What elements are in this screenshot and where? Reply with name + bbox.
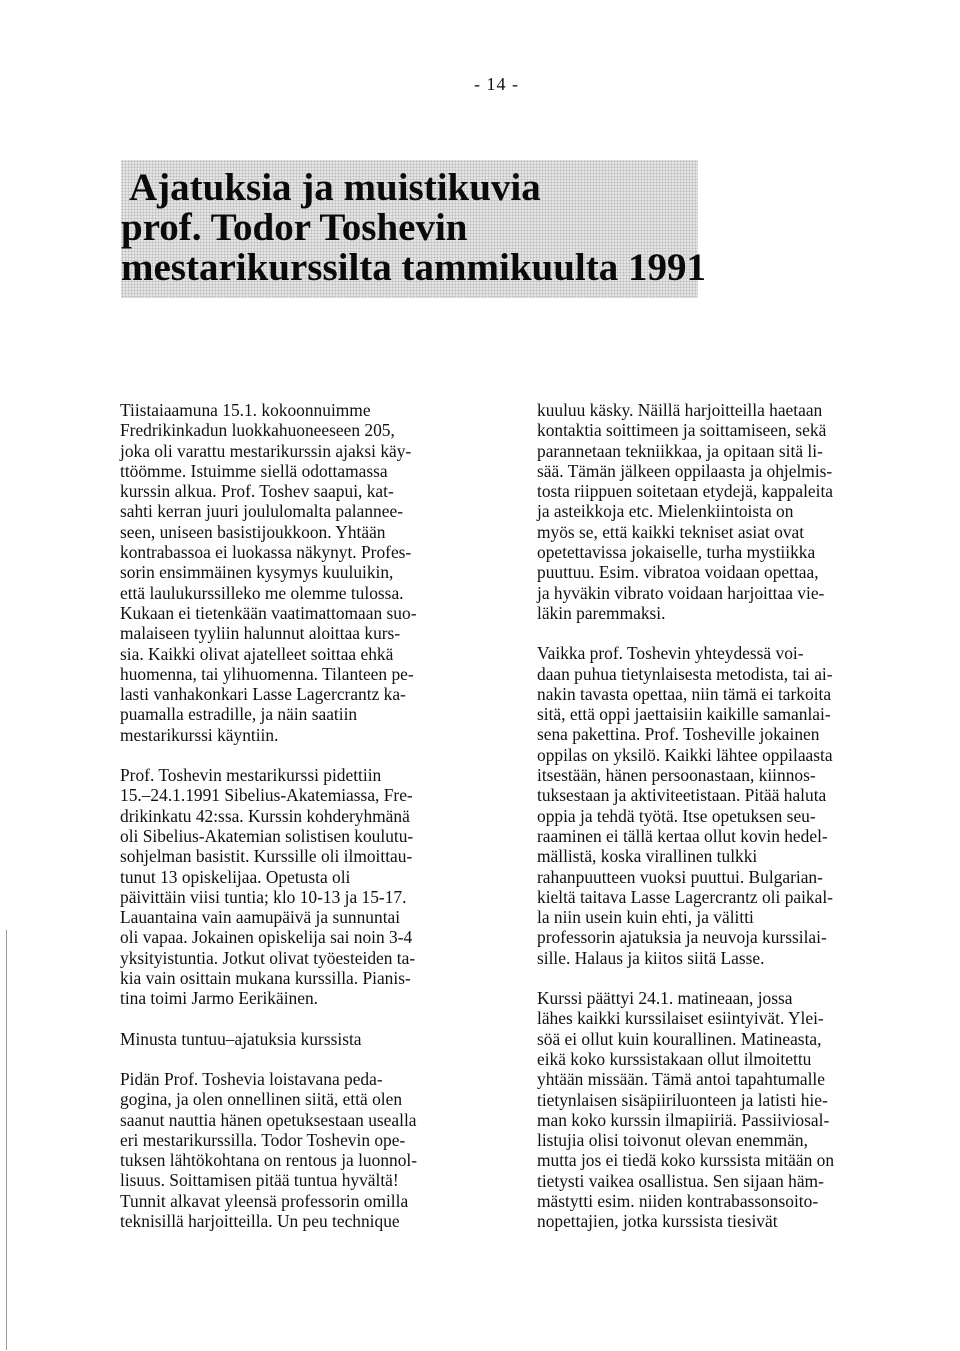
text-line: sille. Halaus ja kiitos siitä Lasse.: [537, 947, 765, 968]
text-line: teknisillä harjoitteilla. Un peu technique: [120, 1210, 400, 1231]
paragraph-gap: [120, 1009, 450, 1029]
text-line: Vaikka prof. Toshevin yhteydessä voi-: [537, 643, 804, 664]
text-line: kontaktia soittimeen ja soittamiseen, sekä: [537, 420, 827, 441]
text-line: sää. Tämän jälkeen oppilaasta ja ohjelmis-: [537, 460, 833, 481]
text-line: puuttuu. Esim. vibratoa voidaan opettaa,: [537, 562, 819, 583]
paragraph-gap: [537, 623, 877, 643]
text-line: Tunnit alkavat yleensä professorin omilla: [120, 1190, 409, 1211]
right-column: [537, 400, 877, 1232]
title-line: Ajatuksia ja muistikuvia: [129, 166, 541, 209]
text-line: tuksen lähtökohtana on rentous ja luonnol-: [120, 1150, 418, 1171]
text-line: malaiseen tyyliin halunnut aloittaa kurs-: [120, 623, 401, 644]
title-banner: [121, 160, 706, 298]
text-line: ttöömme. Istuimme siellä odottamassa: [120, 460, 388, 481]
text-line: raaminen ei tällä kertaa ollut kovin hedel-: [537, 825, 828, 846]
text-line: Pidän Prof. Toshevia loistavana peda-: [120, 1068, 383, 1089]
text-line: kurssin alkua. Prof. Toshev saapui, kat-: [120, 481, 394, 502]
text-line: sitä, että oppi jaettaisiin kaikille samanlai-: [537, 704, 831, 725]
text-line: tietynlaisen sisäpiiriluonteen ja latisti hie-: [537, 1089, 828, 1110]
text-line: lisuus. Soittamisen pitää tuntua hyvältä!: [120, 1170, 399, 1191]
text-line: parannetaan tekniikkaa, ja opitaan sitä li-: [537, 440, 823, 461]
text-line: listujia olisi toivonut olevan enemmän,: [537, 1130, 808, 1151]
paragraph: [537, 400, 877, 623]
text-line: kuuluu käsky. Näillä harjoitteilla haetaan: [537, 400, 823, 420]
text-line: sorin ensimmäinen kysymys kuuluikin,: [120, 562, 394, 583]
text-line: oli vapaa. Jokainen opiskelija sai noin 3-4: [120, 927, 413, 948]
text-line: tietysti vaikea osallistua. Sen sijaan häm-: [537, 1170, 824, 1191]
text-line: Prof. Toshevin mestarikurssi pidettiin: [120, 765, 382, 786]
text-line: ja hyväkin vibrato voidaan harjoittaa vie-: [537, 582, 825, 603]
paragraph-gap: [120, 745, 450, 765]
title-line: prof. Todor Toshevin: [121, 206, 468, 249]
text-line: eri mestarikurssilla. Todor Toshevin ope-: [120, 1129, 406, 1150]
text-line: itsestään, hänen persoonastaan, kiinnos-: [537, 765, 816, 786]
text-line: Tiistaiaamuna 15.1. kokoonnuimme: [120, 400, 371, 420]
text-line: Lauantaina vain aamupäivä ja sunnuntai: [120, 907, 401, 928]
text-line: opetettavissa jokaiselle, turha mystiikka: [537, 542, 816, 563]
text-line: tunut 13 opiskelijaa. Opetusta oli: [120, 866, 351, 887]
text-line: 15.–24.1.1991 Sibelius-Akatemiassa, Fre-: [120, 785, 413, 806]
text-line: Minusta tuntuu–ajatuksia kurssista: [120, 1028, 362, 1049]
text-line: mestarikurssi käyntiin.: [120, 724, 279, 745]
paragraph: [120, 765, 450, 1009]
text-line: gogina, ja olen onnellinen siitä, että olen: [120, 1089, 403, 1110]
paragraph: [120, 1069, 450, 1231]
text-line: sia. Kaikki olivat ajatelleet soittaa ehkä: [120, 643, 394, 664]
left-column: [120, 400, 450, 1231]
text-line: sena pakettina. Prof. Tosheville jokainen: [537, 724, 820, 745]
text-line: söä ei ollut kuin kourallinen. Matineasta,: [537, 1028, 822, 1049]
text-line: myös se, että kaikki tekniset asiat ovat: [537, 521, 805, 542]
text-line: kontrabassoa ei luokassa näkynyt. Profes-: [120, 542, 412, 563]
paragraph-gap: [537, 968, 877, 988]
text-line: kieltä taitava Lasse Lagercrantz oli paikal-: [537, 886, 833, 907]
text-line: daan puhua tietynlaisesta metodista, tai ai-: [537, 663, 833, 684]
text-line: päivittäin viisi tuntia; klo 10-13 ja 15-17.: [120, 886, 407, 907]
text-line: eikä koko kurssistakaan ollut ilmoitettu: [537, 1048, 812, 1069]
text-line: sohjelman basistit. Kurssille oli ilmoittau-: [120, 846, 413, 867]
text-line: joka oli varattu mestarikurssin ajaksi käy-: [120, 440, 412, 461]
text-line: kia vain osittain mukana kurssilla. Pianis-: [120, 968, 411, 989]
text-line: nakin tavasta opettaa, niin tämä ei tarkoita: [537, 683, 832, 704]
text-line: Kurssi päättyi 24.1. matineaan, jossa: [537, 988, 793, 1009]
text-line: la niin usein kuin ehti, ja välitti: [537, 907, 754, 928]
paragraph: [120, 400, 450, 745]
paragraph: [537, 988, 877, 1232]
text-line: mästytti esim. niiden kontrabassonsoito-: [537, 1190, 819, 1211]
text-line: puamalla estradille, ja näin saatiin: [120, 704, 358, 725]
text-line: läkin paremmaksi.: [537, 602, 666, 623]
paragraph: [120, 1029, 450, 1049]
text-line: huomenna, tai ylihuomenna. Tilanteen pe-: [120, 663, 414, 684]
text-line: professorin ajatuksia ja neuvoja kurssilai-: [537, 927, 827, 948]
paragraph-gap: [120, 1049, 450, 1069]
text-line: nopettajien, jotka kurssista tiesivät: [537, 1211, 778, 1232]
text-line: lähes kaikki kurssilaiset esiintyivät. Ylei-: [537, 1008, 824, 1029]
text-line: Fredrikinkadun luokkahuoneeseen 205,: [120, 420, 395, 441]
text-line: rahanpuutteen vuoksi puuttui. Bulgarian-: [537, 866, 823, 887]
text-line: man koko kurssin ilmapiiriä. Passiiviosal-: [537, 1109, 830, 1130]
text-line: oli Sibelius-Akatemian solistisen koulutu-: [120, 825, 414, 846]
text-line: saanut nauttia hänen opetuksestaan usealla: [120, 1109, 417, 1130]
text-line: mällistä, koska virallinen tulkki: [537, 846, 758, 867]
text-line: yksityistuntia. Jotkut olivat työesteiden ta-: [120, 947, 416, 968]
article-title: [121, 168, 706, 288]
text-line: mutta jos ei tiedä koko kurssista mitään on: [537, 1150, 835, 1171]
page-number: - 14 -: [474, 74, 519, 94]
text-line: tuksestaan ja aktiviteetistaan. Pitää haluta: [537, 785, 827, 806]
title-line: mestarikurssilta tammikuulta 1991: [121, 246, 706, 289]
scan-edge-line: [6, 930, 7, 1350]
text-line: tina toimi Jarmo Eerikäinen.: [120, 988, 319, 1009]
text-line: seen, uniseen basistijoukkoon. Yhtään: [120, 521, 386, 542]
text-line: drikinkatu 42:ssa. Kurssin kohderyhmänä: [120, 805, 410, 826]
text-line: yhtään missään. Tämä antoi tapahtumalle: [537, 1069, 825, 1090]
text-line: oppia ja tehdä työtä. Itse opetuksen seu-: [537, 805, 816, 826]
text-line: ja asteikkoja etc. Mielenkiintoista on: [537, 501, 794, 522]
text-line: lasti vanhakonkari Lasse Lagercrantz ka-: [120, 684, 406, 705]
text-line: oppilas on yksilö. Kaikki lähtee oppilaasta: [537, 744, 833, 765]
text-line: Kukaan ei tietenkään vaatimattomaan suo-: [120, 602, 417, 623]
text-line: tosta riippuen soitetaan etydejä, kappaleita: [537, 481, 834, 502]
text-line: että laulukurssilleko me olemme tulossa.: [120, 582, 404, 603]
paragraph: [537, 643, 877, 968]
text-line: sahti kerran juuri joululomalta palannee-: [120, 501, 403, 522]
